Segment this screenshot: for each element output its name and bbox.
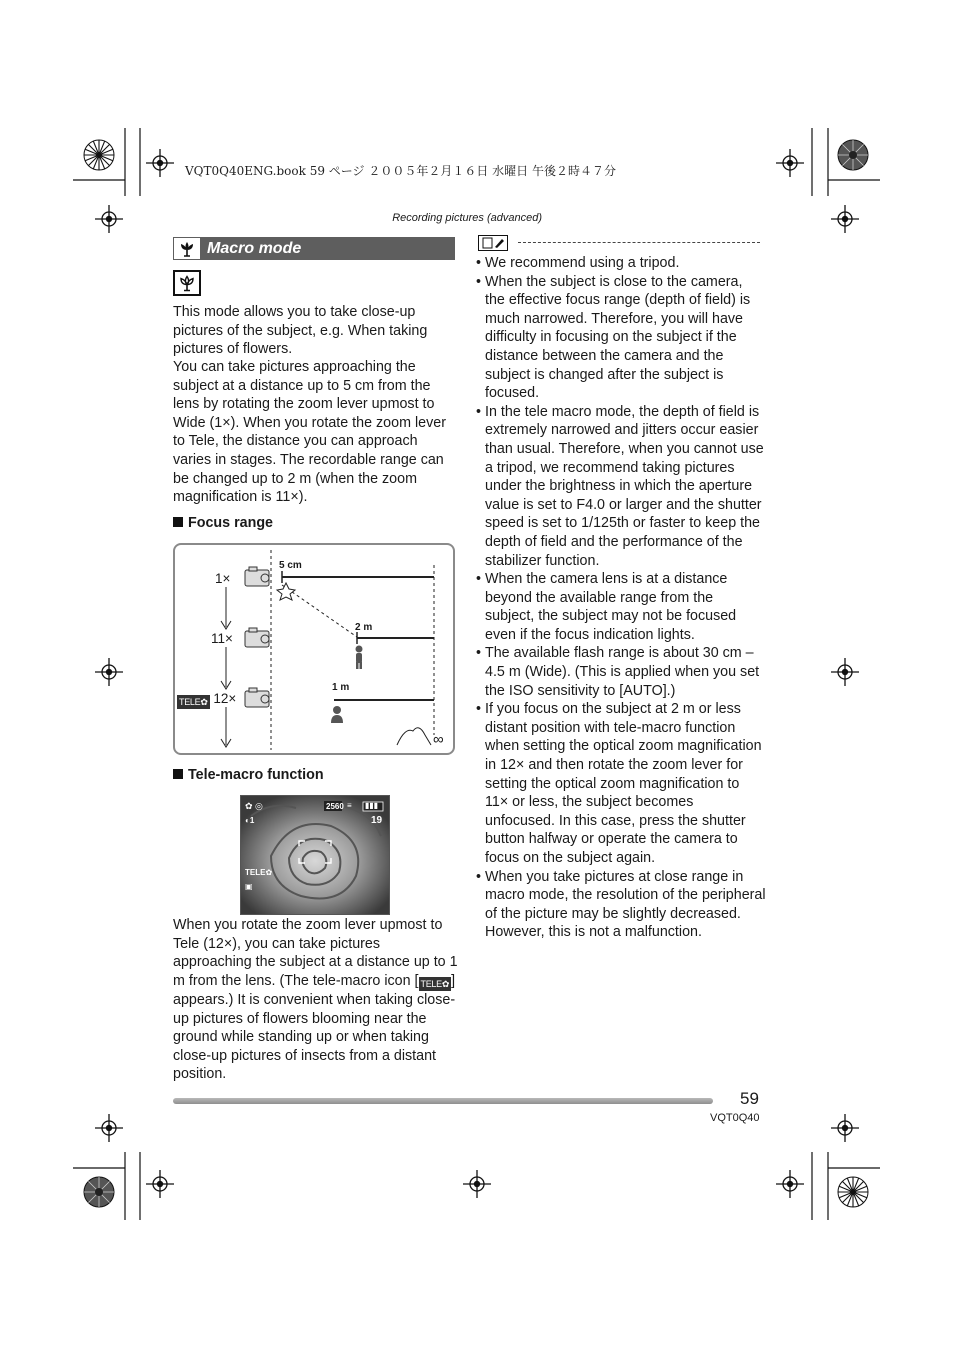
distance-5cm-label: 5 cm: [279, 560, 302, 571]
tele-macro-inline-icon: TELE ✿: [419, 977, 452, 991]
note-text: In the tele macro mode, the depth of field is extremely narrowed and jitters occur easier than usual. Therefore, when you cannot use a tripod, we recommend taking pictures under the brightness in which the aperture value is set to F4.0 or larger and the shutter speed is set to 1/125th or faster to keep the depth of field and the performance of the stabilizer function.: [485, 403, 764, 569]
note-text: The available flash range is about 30 cm – 4.5 m (Wide). (This is applied when you set the ISO sensitivity to [AUTO].): [485, 645, 760, 699]
page-number: 59: [740, 1089, 759, 1108]
distance-2m-label: 2 m: [355, 622, 373, 633]
note-divider: [518, 242, 760, 243]
note-text: When the subject is close to the camera, the effective focus range (depth of field) is much narrowed. Therefore, you will have difficulty in focusing on the subject if the distance between the camera and the subject is changed after the subject is focused.: [485, 273, 751, 402]
tele-macro-heading-text: Tele-macro function: [188, 767, 324, 783]
intro-paragraph-1: This mode allows you to take close-up pictures of the subject, e.g. When taking pictures of flowers.: [173, 304, 428, 358]
camera-icon-12x: [245, 688, 269, 707]
lcd-macro-icon: ✿ ◎: [245, 801, 263, 811]
note-text: When you take pictures at close range in macro mode, the resolution of the peripheral of the picture may be slightly decreased. However, this is not a malfunction.: [485, 868, 766, 941]
lcd-tele-text: TELE: [245, 868, 266, 877]
tele-badge-text: TELE: [179, 697, 201, 707]
mountain-icon: [397, 728, 431, 745]
lcd-preview-image: [240, 795, 390, 915]
tele-macro-badge: TELE ✿: [179, 696, 208, 707]
macro-mode-dial-icon: [173, 270, 201, 296]
tele-macro-heading: [173, 767, 324, 783]
tele-macro-paragraph: [173, 916, 458, 1084]
lcd-quality-icon: ≡: [347, 801, 352, 810]
note-item: • When the subject is close to the camera, the effective focus range (depth of field) is much narrowed. Therefore, you will have difficulty in focusing on the subject if the distance between the camera and the subject is changed after the subject is focused.: [476, 273, 751, 402]
note-icon: [478, 235, 508, 251]
tele-text-part-1: When you rotate the zoom lever upmost to Tele (12×), you can take pictures approaching the subject at a distance up to 1 m from the lens. (The tele-macro icon [: [173, 917, 458, 989]
camera-icon-11x: [245, 628, 269, 647]
print-file-info: VQT0Q40ENG.book 59 ページ ２００５年２月１６日 水曜日 午後２時４７分: [185, 164, 616, 178]
camera-icon-1x: [245, 567, 269, 586]
person-crouching-icon: [331, 706, 343, 723]
lcd-flash-icon: ▣: [245, 882, 253, 891]
rose-photo: [241, 796, 389, 914]
intro-paragraph-2: You can take pictures approaching the subject at a distance up to 5 cm from the lens by rotating the zoom lever upmost to Wide (1×). When you rotate the zoom lever to Tele, the distance you can approach varies in stages. The recordable range can be changed up to 2 m (when the zoom magnification is 11×).: [173, 359, 446, 506]
lcd-tele-macro-badge: TELE✿: [245, 868, 273, 877]
note-item: • If you focus on the subject at 2 m or less distant position with tele-macro function when setting the optical zoom magnification in 12× and then rotate the zoom lever for setting the optical zoom magnification to 11× or less, the subject becomes unfocused. In this case, press the shutter button halfway or operate the camera to focus on the subject again.: [476, 701, 762, 866]
heading-title: Macro mode: [207, 239, 302, 257]
zoom-1x-label: 1×: [215, 571, 231, 586]
note-item: • In the tele macro mode, the depth of field is extremely narrowed and jitters occur easier than usual. Therefore, when you cannot use a tripod, we recommend taking pictures under the brightness in which the aperture value is set to F4.0 or larger and the shutter speed is set to 1/125th or faster to keep the depth of field and the performance of the stabilizer function.: [476, 403, 764, 569]
note-text: When the camera lens is at a distance beyond the available range from the subject, the subject may not be focused even if the focus indication lights.: [485, 571, 737, 643]
note-item: • When the camera lens is at a distance beyond the available range from the subject, the subject may not be focused even if the focus indication lights.: [476, 571, 737, 643]
footer-bar: [173, 1098, 713, 1104]
tele-inline-text: TELE: [420, 978, 442, 989]
macro-flower-icon: [174, 238, 200, 259]
zoom-12x-label: 12×: [213, 691, 237, 706]
zoom-11x-label: 11×: [211, 631, 233, 646]
note-item: • We recommend using a tripod.: [476, 255, 680, 271]
lcd-shot-count: 19: [371, 815, 383, 826]
note-item: • When you take pictures at close range in macro mode, the resolution of the peripheral of the picture may be slightly decreased. However, this is not a malfunction.: [476, 868, 766, 941]
section-title-text: Recording pictures (advanced): [392, 212, 542, 224]
note-text: If you focus on the subject at 2 m or less distant position with tele-macro function when setting the optical zoom magnification in 12× and then rotate the zoom lever for setting the optical zoom magnification to 11× or less, the subject becomes unfocused. In this case, press the shutter button halfway or operate the camera to focus on the subject again.: [485, 701, 762, 866]
lcd-battery-icon: ▮▮▮: [365, 801, 379, 810]
zoom-12x-row: [177, 691, 236, 709]
focus-range-heading-text: Focus range: [188, 515, 274, 531]
macro-mode-heading: [173, 237, 455, 260]
tele-text-part-2: ] appears.) It is convenient when taking close-up pictures of flowers blooming near the ground while standing up or when taking close-up pictures of insects from a distant position.: [173, 972, 456, 1083]
focus-range-diagram: [173, 543, 455, 755]
flower-subject-icon: [277, 583, 295, 600]
person-standing-icon: [356, 646, 363, 670]
model-code: VQT0Q40: [710, 1112, 760, 1124]
note-item: • The available flash range is about 30 cm – 4.5 m (Wide). (This is applied when you set the ISO sensitivity to [AUTO].): [476, 645, 760, 699]
lcd-stabilizer-icon: ◐1: [245, 816, 255, 825]
focus-range-heading: [173, 515, 273, 531]
infinity-symbol: ∞: [433, 731, 444, 748]
lcd-resolution: 2560: [326, 802, 344, 811]
note-text: We recommend using a tripod.: [485, 255, 680, 271]
notes-list: [476, 254, 766, 942]
distance-1m-label: 1 m: [332, 682, 350, 693]
